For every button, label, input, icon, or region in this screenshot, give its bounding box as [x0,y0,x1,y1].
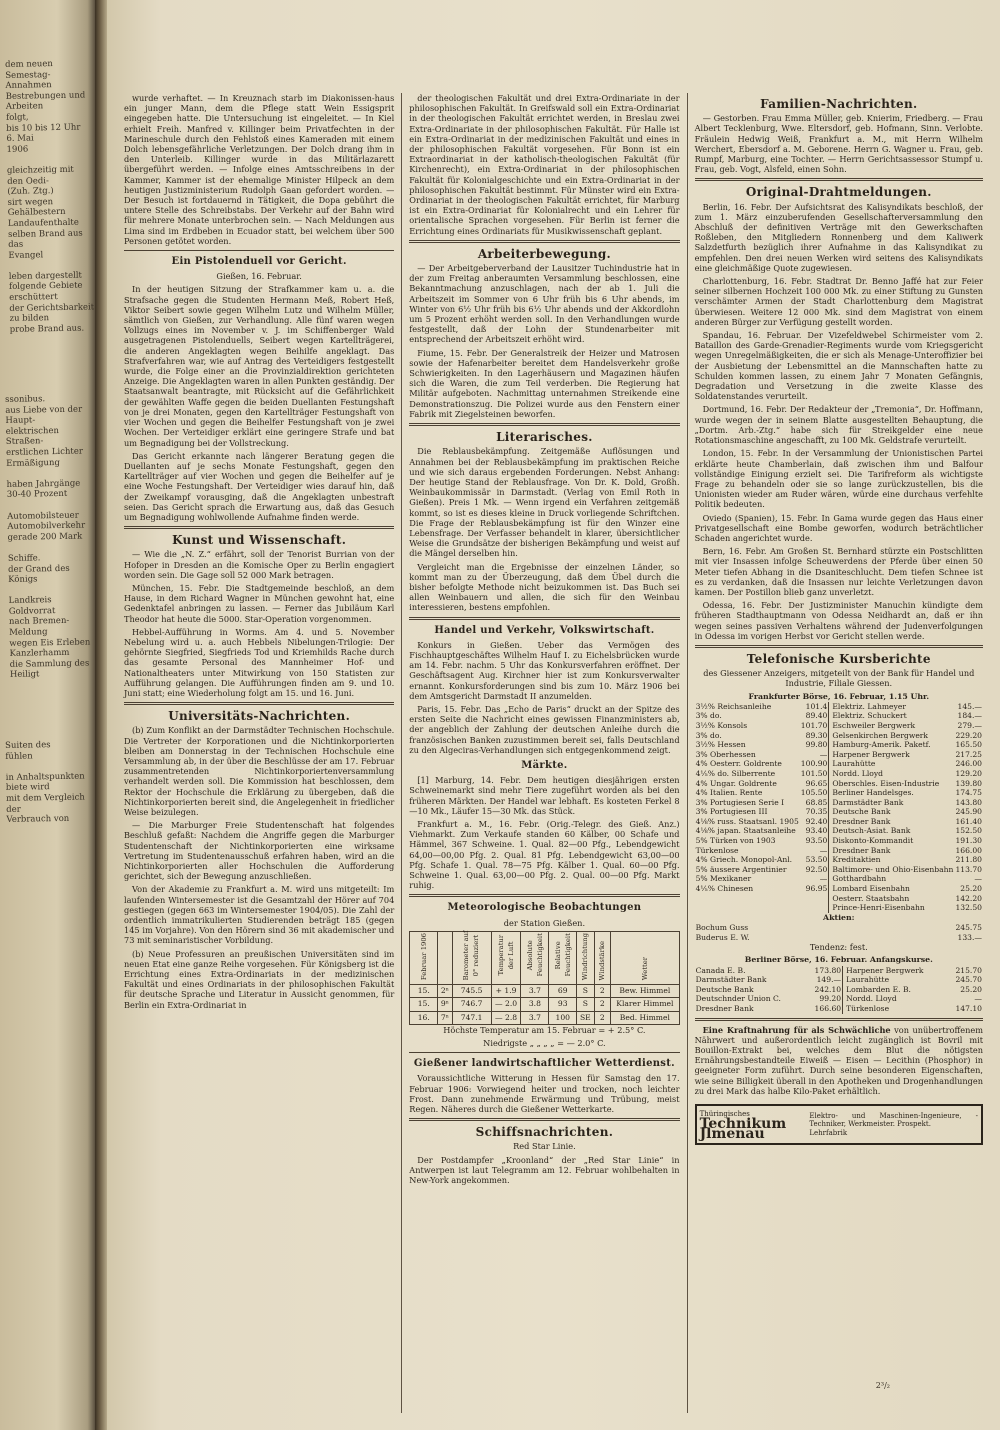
berlin-name-left: Canada E. B. [695,965,746,975]
markets-paragraph-1: [1] Marburg, 14. Febr. Dem heutigen diesjährigen ersten Schweinemarkt sind mehr Tiere zugeführt worden als bei den früheren Märkten. Der Handel war lebhaft. Es kosteten Ferkel 8—10 Mk., Läufer 15—30 Mk. das Stück. [409,775,680,816]
wire-paragraph-5: London, 15. Febr. In der Versammlung der Unionistischen Partei erklärte heute Chamberlain, daß zwischen ihm und Balfour vollständige Einigung erzielt sei. Die Tarifreform als wichtigste Frage zu behandeln oder sie so lange zurückzustellen, bis die Unionisten wieder am Ruder wären, würde eine durchaus verfehlte Politik bedeuten. [694,448,984,510]
weather-cell: S [577,985,594,998]
berlin-value-right: 25.20 [960,984,983,994]
divider [409,894,679,897]
kurs-name-left: 4% Ungar. Goldrente [695,778,777,788]
duel-heading: Ein Pistolenduell vor Gericht. [171,256,347,268]
kurs-value-left: 93.40 [805,826,828,836]
literature-heading: Literarisches. [496,430,593,445]
kurs-name-left: 4% Italien. Rente [695,788,763,798]
left-page-edge [0,0,95,1430]
farm-weather-text: Voraussichtliche Witterung in Hessen für Samstag den 17. Februar 1906: Vorwiegend heiter und trocken, noch leichter Frost. Dann zunehmende Erwärmung und Trübung, meist Regen. Näheres durch die Gießener Wetterkarte. [409,1073,680,1115]
weather-cell: 16. [410,1011,438,1024]
berlin-body [695,966,983,1014]
kurs-name-left: 5% Türken von 1903 [695,836,776,846]
notice-heading: Eine Kraftnahrung für als Schwächliche [702,1024,891,1035]
weather-col-time [438,931,452,984]
kurs-value-right: 246.00 [955,759,983,769]
column-layout [117,93,990,1413]
divider [695,178,983,181]
kurs-value-left: 68.85 [805,797,828,807]
kurs-value-left: 92.40 [805,816,828,826]
aktien-value: 133.— [957,932,983,942]
kurs-name-left: 4⅕% do. Silberrente [695,768,776,778]
art-paragraph-3: Hebbel-Aufführung in Worms. Am 4. und 5. November Nebelung wird u. a. auch Hebbels Nibelungen-Trilogie: Der gehörnte Siegfried, Siegfrieds Tod und Kriemhilds Rache durch das gesamte Personal des Mannheimer Hof- und Nationaltheaters unter Mitwirkung von 150 Statisten zur Aufführung gelangen. Die Aufführungen finden am 9. und 10. Juni statt; eine Wiederholung folgt am 15. und 16. Juni. [124,626,395,698]
weather-cell: SE [577,1011,594,1024]
weather-cell: Klarer Himmel [611,998,679,1011]
duel-paragraph-1: In der heutigen Sitzung der Strafkammer kam u. a. die Strafsache gegen die Studenten Hermann Meß, Robert Heß, Viktor Seibert sowie gegen Wilhelm Lutz und Wilhelm Müller, sämtlich von Gießen, zur Verhandlung. Alle fünf waren wegen Vollzugs eines im November v. J. im Schiffenberger Wald ausgetragenen Pistolenduells, Seibert wegen Kartellträgerei, die anderen Angeklagten wegen Beihilfe angeklagt. Das Strafverfahren war, wie auf Antrag des Verteidigers festgestellt wurde, die Folge einer an die Provinzialdirektion gerichteten Anzeige. Die Angeklagten waren in allen Punkten geständig. Der Staatsanwalt beantragte, mit Rücksicht auf die Gefährlichkeit der gewählten Waffe gegen die beiden Duellanten Festungshaft von je drei Monaten, gegen den Kartellträger Festungshaft von vier Wochen und gegen die Beihelfer Festungshaft von je zwei Wochen. Der Verteidiger erklärt eine geringere Strafe und bat um Begnadigung bei der Vollstreckung. [124,284,395,448]
weather-col-date: Februar 1906 [410,931,438,984]
weather-cell: 15. [410,985,438,998]
kurs-row [695,807,983,817]
kurs-value-right: 166.00 [955,845,983,855]
divider [409,423,679,426]
kurs-name-right: Dresdner Bank [829,846,955,856]
uni-paragraph-2: — Die Marburger Freie Studentenschaft hat folgendes Beschluß gefaßt: Nachdem die Angriffe gegen die Marburger Studentenschaft der Nichtinkorporierten eine wirksame Vertretung im Studentenausschuß erfahren haben, wird an die Nichtinkorporierten aller Hochschulen die Aufforderung gerichtet, sich der Bewegung anzuschließen. [124,820,395,882]
berlin-name-left: Deutschnder Union C. [695,994,781,1004]
kurs-name-left: 3½% Konsols [695,720,748,730]
berlin-value-left: 99.20 [819,994,842,1004]
weather-cell: 100 [549,1011,577,1024]
left-page-fragment-2: ssonibus. aus Liebe von der Haupt- elektrischen Straßen- erstlichen Lichter Ermäßigung haben Jahrgänge 30-40 Prozent Automobilsteuer Automobilverkehr gerade 200 Mark Schiffe. der Grand des Königs Landkreis Goldvorrat nach Bremen- Meldung wegen Eis Erleben Kanzlerhamm die Sammlung des Heiligt [5,394,93,681]
kurs-name-right: Elektriz. Schuckert [829,711,955,721]
duel-place: Gießen, 16. Februar. [216,271,302,282]
kurs-value-right: 139.80 [955,778,983,788]
kurs-heading: Telefonische Kursberichte [746,651,931,666]
weather-cell: 7ⁿ [438,1011,452,1024]
ship-heading: Schiffsnachrichten. [475,1125,614,1140]
weather-cell: 69 [549,985,577,998]
berlin-name-right: Harpener Bergwerk [843,966,947,976]
kurs-name-right: Deutsch-Asiat. Bank [829,826,955,836]
kurs-row [695,731,983,741]
column-2 [401,93,686,1413]
kurs-name-right: Harpener Bergwerk [829,750,955,760]
kurs-name-right: Baltimore- und Ohio-Eisenbahn [829,865,955,875]
weather-cell: Bew. Himmel [611,985,679,998]
kurs-name-right: Diskonto-Kommandit [829,836,955,846]
kurs-value-left: — [819,749,828,759]
kurs-frankfurt-table [695,702,983,913]
kurs-value-left: 53.50 [805,855,828,865]
kurs-row [695,711,983,721]
labor-paragraph-2: Fiume, 15. Febr. Der Generalstreik der Heizer und Matrosen sowie der Hafenarbeiter bereitet dem Handelsverkehr große Schwierigkeiten. In den Lagerhäusern und Magazinen häufen sich die Waren, die zum Teil verderben. Die Regierung hat Militär aufgeboten. Nachmittag unternahmen Streikende eine Demonstrationszug. Die Polizei wurde aus den Fenstern einer Fabrik mit Ziegelsteinen beworfen. [409,347,680,419]
divider [695,1018,983,1021]
kurs-value-right: — [974,874,983,884]
kurs-row [695,894,983,904]
duel-paragraph-2: Das Gericht erkannte nach längerer Beratung gegen die Duellanten auf je sechs Monate Festungshaft, gegen den Kartellträger auf vier Wochen und gegen die Beihelfer auf je eine Woche Festungshaft. Der Verteidiger wies darauf hin, daß der Zweikampf vorausging, daß die Angeklagten unbestraft seien. Das Gericht sprach die Erwartung aus, daß das Gesuch um Begnadigung wohlwollende Aufnahme finden werde. [124,450,395,522]
weather-col-wind-direction: Windrichtung [577,931,594,984]
art-paragraph-2: München, 15. Febr. Die Stadtgemeinde beschloß, an dem Hause, in dem Richard Wagner in München gewohnt hat, eine Gedenktafel anbringen zu lassen. — Ferner das Jubiläum Karl Theodor hat heute die 5000. Star-Operation vorgenommen. [124,582,395,624]
divider [124,526,394,529]
left-page-fragment-3: Suiten des fühlen in Anhaltspunkten biete wird mit dem Vergleich der Verbrauch von [5,740,88,826]
kurs-row [695,798,983,808]
kurs-value-right: 229.20 [955,730,983,740]
kurs-value-left: — [819,874,828,884]
berlin-row [695,966,983,976]
lit-paragraph-2: Vergleicht man die Ergebnisse der einzelnen Länder, so kommt man zu der Überzeugung, daß dem Übel durch die bisher befolgte Methode nicht beizukommen ist. Das Buch sei allen Weinbauern und allen, die sich für den Weinbau interessieren, bestens empfohlen. [409,561,680,613]
weather-cell: 3.8 [521,998,549,1011]
kurs-value-left: 105.50 [800,788,828,798]
berlin-value-left: 173.80 [814,965,842,975]
berlin-value-right: — [974,994,983,1004]
ad-tag: Lehrfabrik [809,1128,848,1137]
ship-text: Der Postdampfer „Kroonland“ der „Red Star Linie“ in Antwerpen ist laut Telegramm am 12. Februar wohlbehalten in New-York angekommen. [409,1154,680,1186]
kurs-row [695,884,983,894]
berlin-name-right: Laurahütte [843,975,947,985]
notice-text [695,1025,983,1096]
wire-paragraph-4: Dortmund, 16. Febr. Der Redakteur der „Tremonia“, Dr. Hoffmann, wurde wegen der in seinem Blatte ausgestellten Behauptung, die „Dortm. Arb.-Ztg.“ habe sich für Streikgelder eine neue Rotationsmaschine angeschafft, zu 100 Mk. Geldstrafe verurteilt. [694,404,984,446]
kurs-tendenz: Tendenz: fest. [809,942,868,953]
kurs-value-left: 100.90 [800,759,828,769]
trade-paragraph-1: Konkurs in Gießen. Ueber das Vermögen des Fischhauptgeschäftes Wilhelm Hauf I. zu Eichelsbrücken wurde am 14. Febr. nachm. 5 Uhr das Konkursverfahren eröffnet. Der Geschäftsagent Aug. Kirchner hier ist zum Konkursverwalter ernannt. Konkursforderungen sind bis zum 10. März 1906 bei dem Amtsgericht Darmstadt II anzumelden. [409,639,680,701]
weather-cell: Bed. Himmel [611,1011,679,1024]
kurs-row [695,826,983,836]
ad-brand [699,1109,804,1143]
kurs-name-right: Dresdner Bank [829,817,955,827]
kurs-value-left: 93.50 [805,836,828,846]
berlin-value-left: 166.60 [814,1004,842,1013]
col1-intro: wurde verhaftet. — In Kreuznach starb im Diakonissen-haus ein junger Mann, dem die Pflege statt Wein Essigsprit eingegeben hatte. Die Untersuchung ist eingeleitet. — In Kiel erhielt Freih. Manfred v. Killinger beim Privatfechten in der Marineschule durch den Fehlstoß eines Kameraden mit einem Dolch lebensgefährliche Verletzungen. Der Dolch drang ihm in den Unterleib. Killinger wurde in das Militärlazarett übergeführt werden. — Infolge eines Amtsschreibens in der Kammer, Kammer ist der ehemalige Minister Hilpeck an dem heutigen Justizministerium Rudolph Gaan gefordert worden. — Der Besuch ist fortdauernd in Tätigkeit, die Dopa gebührt die untere Stelle des Schreibstabs. Der Verkehr auf der Bahn wird für mehrere Monate unterbrochen sein. — Nach Meldungen aus Lima sind im Erdbeben in Ecuador statt, bei welchem über 500 Personen getötet worden. [124,93,395,246]
berlin-name-left: Darmstädter Bank [695,975,767,985]
art-heading: Kunst und Wissenschaft. [172,533,347,548]
kurs-row [695,759,983,769]
kurs-row [695,903,983,913]
ad-small-line: Thüringisches [699,1110,750,1119]
kurs-value-right: 132.50 [955,903,983,913]
weather-max: Höchste Temperatur am 15. Februar = + 2.5° C. [443,1024,646,1035]
berlin-name-left: Dresdner Bank [695,1004,754,1013]
weather-cell: — 2.0 [491,998,521,1011]
aktien-name: Buderus E. W. [695,932,750,942]
weather-cell: 3.7 [521,1011,549,1024]
weather-cell: 2 [594,998,611,1011]
kurs-value-right: 145.— [957,701,983,711]
kurs-frankfurt-heading: Frankfurter Börse, 16. Februar, 1.15 Uhr. [748,691,930,701]
university-heading: Universitäts-Nachrichten. [168,709,351,724]
kurs-value-right: 245.90 [955,807,983,817]
kurs-name-left: 3% do. [695,711,722,721]
kurs-value-left: 101.4 [805,701,828,711]
kurs-aktien-heading: Aktien: [823,912,855,922]
kurs-value-right: 113.70 [955,864,983,874]
kurs-row [695,855,983,865]
kurs-name-right: Lombard Eisenbahn [829,884,955,894]
kurs-value-left: 70.35 [805,807,828,817]
kurs-name-right: Hamburg-Amerik. Paketf. [829,740,955,750]
aktien-body [695,923,983,942]
kurs-name-left: 3% do. [695,730,722,740]
kurs-value-left: 89.30 [805,730,828,740]
kurs-value-left: 92.50 [805,864,828,874]
kurs-value-right: 174.75 [955,788,983,798]
ad-brand-name: Technikum Jlmenau [699,1116,787,1143]
column-1 [117,93,401,1413]
kurs-berlin-table [695,966,983,1014]
uni-paragraph-1: (b) Zum Konflikt an der Darmstädter Technischen Hochschule. Die Vertreter der Korporationen und die Nichtinkorporierten bleiben am Donnerstag in der Technischen Hochschule eine Versammlung ab, in der über die Beschlüsse der am 17. Februar zusammentretenden Nichtinkorporiertenversammlung verhandelt werden soll. Die Kommission hat beschlossen, dem Rektor der Hochschule die Erklärung zu übergeben, daß die Nichtinkorporierten bereit sind, die Angelegenheit in friedlicher Weise beizulegen. [124,725,395,817]
kurs-name-right: Berliner Handelsges. [829,788,955,798]
kurs-row [695,846,983,856]
weather-row [410,985,679,998]
kurs-value-left: 89.40 [805,711,828,721]
farm-weather-heading: Gießener landwirtschaftlicher Wetterdienst. [413,1058,675,1070]
weather-cell: + 1.9 [491,985,521,998]
weather-row [410,998,679,1011]
kurs-value-left: 96.65 [805,778,828,788]
kurs-berlin-heading: Berliner Börse, 16. Februar. Anfangskurse. [744,955,933,965]
divider [409,1052,679,1053]
weather-cell: S [577,998,594,1011]
markets-heading: Märkte. [521,759,568,771]
weather-col-temperature: Temperatur der Luft [491,931,521,984]
weather-cell: — 2.8 [491,1011,521,1024]
family-heading: Familien-Nachrichten. [760,97,918,111]
kurs-name-left: 4% Griech. Monopol-Anl. [695,855,793,865]
kurs-name-left: 4⅛% japan. Staatsanleihe [695,826,796,836]
wire-heading: Original-Drahtmeldungen. [745,185,932,200]
kurs-body [695,702,983,913]
kurs-name-left: 5% äussere Argentinier [695,864,787,874]
weather-cell: 745.5 [452,985,491,998]
newspaper-page [107,0,1000,1430]
weather-cell: 746.7 [452,998,491,1011]
wire-paragraph-6: Oviedo (Spanien), 15. Febr. In Gama wurde gegen das Haus einer Privatgesellschaft eine Bombe geworfen, wodurch beträchtlicher Schaden angerichtet wurde. [694,512,984,543]
kurs-value-right: 165.50 [955,740,983,750]
kurs-value-left: 101.50 [800,768,828,778]
berlin-row [695,985,983,995]
weather-cell: 15. [410,998,438,1011]
notice-body: von unübertroffenem Nährwert und außerordentlich leicht zugänglich ist Bovril mit Bouillon-Extrakt bei, welches dem Blut die nötigsten Ernährungsbestandteile Eiweiß — Eisen — Lecithin (Phosphor) in geeigneter Form zuführt. Durch seine besonderen Eigenschaften, wie seine Billigkeit überall in den Apotheken und Drogenhandlungen zu drei Mark das halbe Kilo-Paket erhältlich. [694,1024,984,1096]
kurs-value-right: 152.50 [955,826,983,836]
kurs-name-right: Elektriz. Lahmeyer [829,702,955,712]
kurs-name-left: 3% Oberhessen [695,749,756,759]
weather-col-weather: Wetter [611,931,679,984]
divider [409,240,679,243]
kurs-value-right: 129.20 [955,768,983,778]
berlin-value-left: 242.10 [814,984,842,994]
weather-heading: Meteorologische Beobachtungen [447,902,642,914]
kurs-row [695,779,983,789]
kurs-name-right: Eschweiler Bergwerk [829,721,955,731]
kurs-value-right: 143.80 [955,797,983,807]
kurs-value-right: 217.25 [955,749,983,759]
kurs-value-right: 161.40 [955,816,983,826]
berlin-row [695,975,983,985]
uni-paragraph-3: Von der Akademie zu Frankfurt a. M. wird uns mitgeteilt: Im laufenden Wintersemester ist die Gesamtzahl der Hörer auf 704 gestiegen (gegen 663 im Wintersemester 1904/05). Die Zahl der ordentlich immatrikulierten Studierenden beträgt 185 (gegen 145 im Vorjahre). Von den Hörern sind 36 mit akademischer und 73 mit seminaristischer Vorbildung. [124,884,395,946]
ad-info [809,1112,978,1137]
kurs-name-left: 4% Oesterr. Goldrente [695,759,782,769]
kurs-name-right: Nordd. Lloyd [829,769,955,779]
berlin-value-left: 149.— [816,975,842,985]
labor-heading: Arbeiterbewegung. [477,246,612,261]
kurs-value-left [800,894,829,904]
kurs-name-left: 3½% Reichsanleihe [695,701,772,711]
kurs-row [695,702,983,712]
weather-min: Niedrigste „ „ „ „ = — 2.0° C. [483,1038,606,1049]
wire-paragraph-8: Odessa, 16. Febr. Der Justizminister Manuchin kündigte dem früheren Stadthauptmann von Odessa Neidhardt an, daß er ihn wegen seines passiven Verhaltens während der Judenverfolgungen in Odessa im vorigen Herbst vor Gericht stellen werde. [694,600,984,641]
weather-col-rel-humidity: Relative Feuchtigkeit [549,931,577,984]
wire-paragraph-3: Spandau, 16. Februar. Der Vizefeldwebel Schirmeister vom 2. Bataillon des Garde-Grenadier-Regiments wurde vom Kriegsgericht wegen Unregelmäßigkeiten, die er sich als Menage-Unteroffizier bei der Ausbietung der Lebensmittel an die Mannschaften hatte zu Schulden kommen lassen, zu einem Jahr 7 Monaten Gefängnis, Degradation und Versetzung in die zweite Klasse des Soldatenstandes verurteilt. [694,330,984,402]
aktien-name: Bochum Guss [695,923,749,933]
berlin-row [695,994,983,1004]
kurs-value-left: — [819,845,828,855]
weather-body [410,985,679,1025]
trade-paragraph-2: Paris, 15. Febr. Das „Echo de Paris“ druckt an der Spitze des ersten Seite die Nachricht eines gewissen Finanzministers ab, der angeblich der Zahlung der deutschen Anleihe durch die französischen Banken zuzustimmen bereit sei, falls Deutschland zu den Algeciras-Verhandlungen sich entgegenkommend zeigt. [409,703,680,755]
divider [124,250,394,251]
weather-table [409,931,679,1025]
berlin-name-right: Nordd. Lloyd [843,994,947,1004]
kurs-value-left: 101.70 [800,720,828,730]
aktien-row [695,933,983,943]
kurs-value-right: 184.— [957,711,983,721]
kurs-value-left: 99.80 [805,740,828,750]
divider [409,617,679,620]
wire-paragraph-7: Bern, 16. Febr. Am Großen St. Bernhard stürzte ein Postschlitten mit vier Insassen infolge Scheuwerdens der Pferde über einen 50 Meter tiefen Abhang in die Dsaniteschlucht. Dem tiefen Schnee ist es zu verdanken, daß die Insassen nur leichte Verletzungen davon kamen. Der Postillon blieb ganz unverletzt. [694,546,984,597]
kurs-name-right: Prince-Henri-Eisenbahn [829,903,955,913]
weather-cell: 2ⁿ [438,985,452,998]
kurs-value-right: 142.20 [955,893,983,903]
kurs-name-left: 4⅕% Chinesen [695,884,754,894]
weather-cell: 93 [549,998,577,1011]
weather-row [410,1011,679,1024]
kurs-name-left: 3% Portugiesen Serie I [695,797,785,807]
berlin-row [695,1004,983,1014]
berlin-value-right: 215.70 [955,965,983,975]
book-gutter [95,0,107,1430]
labor-paragraph-1: — Der Arbeitgeberverband der Lausitzer Tuchindustrie hat in der zum Freitag anberaumten Versammlung beschlossen, eine Bekanntmachung anzuschlagen, nach der ab 1. Juli die Arbeitszeit im Sommer von 6 Uhr früh bis 6 Uhr abends, im Winter von 6½ Uhr früh bis 6½ Uhr abends und der Akkordlohn um 5 Prozent erhöht werden soll. In den Verhandlungen wurde festgestellt, daß der Lohn der Stundenarbeiter mit entsprechend der Arbeitszeit erhöht wird. [409,263,680,345]
weather-col-wind-strength: Windstärke [594,931,611,984]
wire-paragraph-1: Berlin, 16. Febr. Der Aufsichtsrat des Kalisyndikats beschloß, der zum 1. März einzuberufenden Gesellschafterversammlung den Abschluß der definitiven Verträge mit den Gewerkschaften Roßleben, den Mitgliedern Ronnenberg und dem Kaliwerk Salzdetfurth bezüglich ihrer Aufnahme in das Kalisyndikat zu empfehlen. Den drei neuen Werken wird seitens des Kalisyndikats eine gleichmäßige Quote zugewiesen. [694,201,984,273]
kurs-name-right: Deutsche Bank [829,807,955,817]
weather-col-abs-humidity: Absolute Feuchtigkeit [521,931,549,984]
kurs-row [695,836,983,846]
kurs-aktien-table [695,923,983,942]
berlin-name-right: Türkenlose [843,1004,947,1014]
weather-col-barometer: Barometer auf 0° reduziert [452,931,491,984]
kurs-name-left [695,894,800,904]
kurs-value-right: 279.— [957,720,983,730]
kurs-name-right: Laurahütte [829,759,955,769]
divider [695,645,983,648]
kurs-row [695,874,983,884]
left-page-fragment-1: dem neuen Semestag- Annahmen Bestrebungen und Arbeiten folgt, bis 10 bis 12 Uhr 6. Mai 1906 gleichzeitig mit den Oedi- (Zuh. Ztg.) sirt wegen Gehälbestern Landaufenthalte selben Brand aus das Evangel leben dargestellt folgende Gebiete erschüttert der Gerichtsbarkeit zu bilden probe Brand aus. [5,59,95,335]
berlin-name-right: Lombarden E. B. [843,985,947,995]
ad-info-text: Elektro- und Maschinen-Ingenieure, -Techniker, Werkmeister. Prospekt. [809,1111,979,1129]
uni-paragraph-4: (b) Neue Professuren an preußischen Universitäten sind im neuen Etat eine ganze Reihe vorgesehen. Für Königsberg ist die Errichtung eines Extra-Ordinariats in der medizinischen Fakultät und eines Ordinariats in der philosophischen Fakultät für deutsche Sprache und Literatur in Aussicht genommen, für Berlin ein Extra-Ordinariat in [124,948,395,1010]
weather-cell: 3.7 [521,985,549,998]
technikum-advertisement [695,1104,983,1145]
weather-cell: 9ⁿ [438,998,452,1011]
kurs-value-right: 191.30 [955,836,983,846]
kurs-row [695,865,983,875]
kurs-name-left [695,903,800,913]
kurs-name-left: Türkenlose [695,845,739,855]
kurs-value-right: 211.80 [955,855,983,865]
trade-heading: Handel und Verkehr, Volkswirtschaft. [434,624,655,636]
kurs-value-left: 96.95 [805,884,828,894]
kurs-name-right: Oberschles. Eisen-Industrie [829,779,955,789]
kurs-row [695,769,983,779]
col2-intro: der theologischen Fakultät und drei Extra-Ordinariate in der philosophischen Fakultät. In Greifswald soll ein Extra-Ordinariat in der theologischen Fakultät errichtet werden, in Breslau zwei Extra-Ordinariate in der philosophischen Fakultät. Für Halle ist ein Extra-Ordinariat in der medizinischen Fakultät und eines in der philosophischen Fakultät vorgesehen. Für Bonn ist ein Extraordinariat in der katholisch-theologischen Fakultät (für Kirchenrecht), ein Extra-Ordinariat in der philosophischen Fakultät für Kolonialgeschichte und ein Extra-Ordinariat in der philosophischen Fakultät bestimmt. Für Münster wird ein Extra-Ordinariat in der theologischen Fakultät errichtet, für Marburg ist ein Extra-Ordinariat für Kolonialrecht und ein Lehrer für orientalische Sprachen vorgesehen. Für Berlin ist ferner die Errichtung eines Ordinariats für Musikwissenschaft geplant. [409,93,680,236]
divider [409,1118,679,1121]
kurs-value-left [800,903,829,913]
wire-paragraph-2: Charlottenburg, 16. Febr. Stadtrat Dr. Benno Jaffé hat zur Feier seiner silbernen Hochzeit 100 000 Mk. zu einer Stiftung zu Gunsten verschämter Armen der Stadt Charlottenburg dem Magistrat überwiesen. Weitere 12 000 Mk. sind dem Magistrat von einem anderen Bürger zur Verfügung gestellt worden. [694,276,984,327]
berlin-value-right: 147.10 [955,1004,983,1013]
markets-paragraph-2: Frankfurt a. M., 16. Febr. (Orig.-Telegr. des Gieß. Anz.) Viehmarkt. Zum Verkaufe standen 60 Kälber, 00 Schafe und Hämmel, 367 Schweine. 1. Qual. 82—00 Pfg., Lebendgewicht 64,00—00,00 Pfg. 2. Qual. 81 Pfg. Lebendgewicht 63,00—00 Pfg. Schafe 1. Qual. 78—75 Pfg. Kälber 1. Qual. 60—00 Pfg. Schweine 1. Qual. 63,00—00 Pfg. 2. Qual. 00—00 Pfg. Markt ruhig. [409,819,680,891]
divider [124,702,394,705]
weather-header-row [410,931,679,984]
kurs-name-right: Gelsenkirchen Bergwerk [829,731,955,741]
weather-cell: 2 [594,985,611,998]
kurs-name-right: Darmstädter Bank [829,798,955,808]
kurs-name-right: Oesterr. Staatsbahn [829,894,955,904]
kurs-row [695,788,983,798]
kurs-name-right: Gotthardbahn [829,874,955,884]
column-3 [687,93,990,1413]
weather-cell: 747.1 [452,1011,491,1024]
family-text: — Gestorben. Frau Emma Müller, geb. Knierim, Friedberg. — Frau Albert Tecklenburg, Wwe. Eltersdorf, geb. Hofmann, Sinn. Verlobte. Fräulein Hedwig Weiß, Frankfurt a. M., mit Herrn Wilhelm Werchert, Ebersdorf a. M. Geborene. Herrn G. Wagner u. Frau, geb. Rumpf, Marburg, eine Tochter. — Herrn Gerichtsassessor Stumpf u. Frau, geb. Vogt, Alsfeld, einen Sohn. [694,113,984,175]
kurs-row [695,740,983,750]
kurs-row [695,721,983,731]
aktien-row [695,923,983,933]
kurs-name-left: 3% Portugiesen III [695,807,768,817]
art-paragraph-1: — Wie die „N. Z.“ erfährt, soll der Tenorist Burrian von der Hofoper in Dresden an die Komische Oper zu Berlin engagiert worden sein. Die Gage soll 52 000 Mark betragen. [124,549,395,580]
aktien-value: 245.75 [955,923,983,933]
berlin-value-right: 245.70 [955,975,983,985]
kurs-subheading: des Giessener Anzeigers, mitgeteilt von der Bank für Handel und Industrie, Filiale Giessen. [703,668,975,689]
weather-subheading: der Station Gießen. [503,917,586,928]
kurs-name-left: 3½% Hessen [695,740,746,750]
ship-subheading: Red Star Linie. [513,1141,576,1152]
kurs-row [695,750,983,760]
kurs-row [695,817,983,827]
kurs-name-right: Kreditaktien [829,855,955,865]
kurs-name-left: 4⅛% russ. Staatsanl. 1905 [695,816,799,826]
page-stamp: 2³/₂ [875,1381,890,1390]
berlin-name-left: Deutsche Bank [695,984,754,994]
kurs-name-left: 5% Mexikaner [695,874,752,884]
lit-paragraph-1: Die Reblausbekämpfung. Zeitgemäße Auflösungen und Annahmen bei der Reblausbekämpfung im praktischen Reiche und wie sich daraus ergebenden Forderungen. Nebst Anhang: Der heutige Stand der Reblausfrage. Von Dr. K. Dold, Großh. Weinbaukommissär in Darmstadt. (Verlag von Emil Roth in Gießen). Preis 1 Mk. — Wenn irgend ein Verfahren zeitgemäß kommt, so ist es dieses kleine in Druck vorliegende Schriftchen. Die Frage der Reblausbekämpfung ist für den Winzer eine Lebensfrage. Der Verfasser behandelt in klarer, übersichtlicher Weise die Grundsätze der bisherigen Bekämpfung und weist auf die Mängel derselben hin. [409,446,680,559]
weather-cell: 2 [594,1011,611,1024]
kurs-value-right: 25.20 [960,884,983,894]
